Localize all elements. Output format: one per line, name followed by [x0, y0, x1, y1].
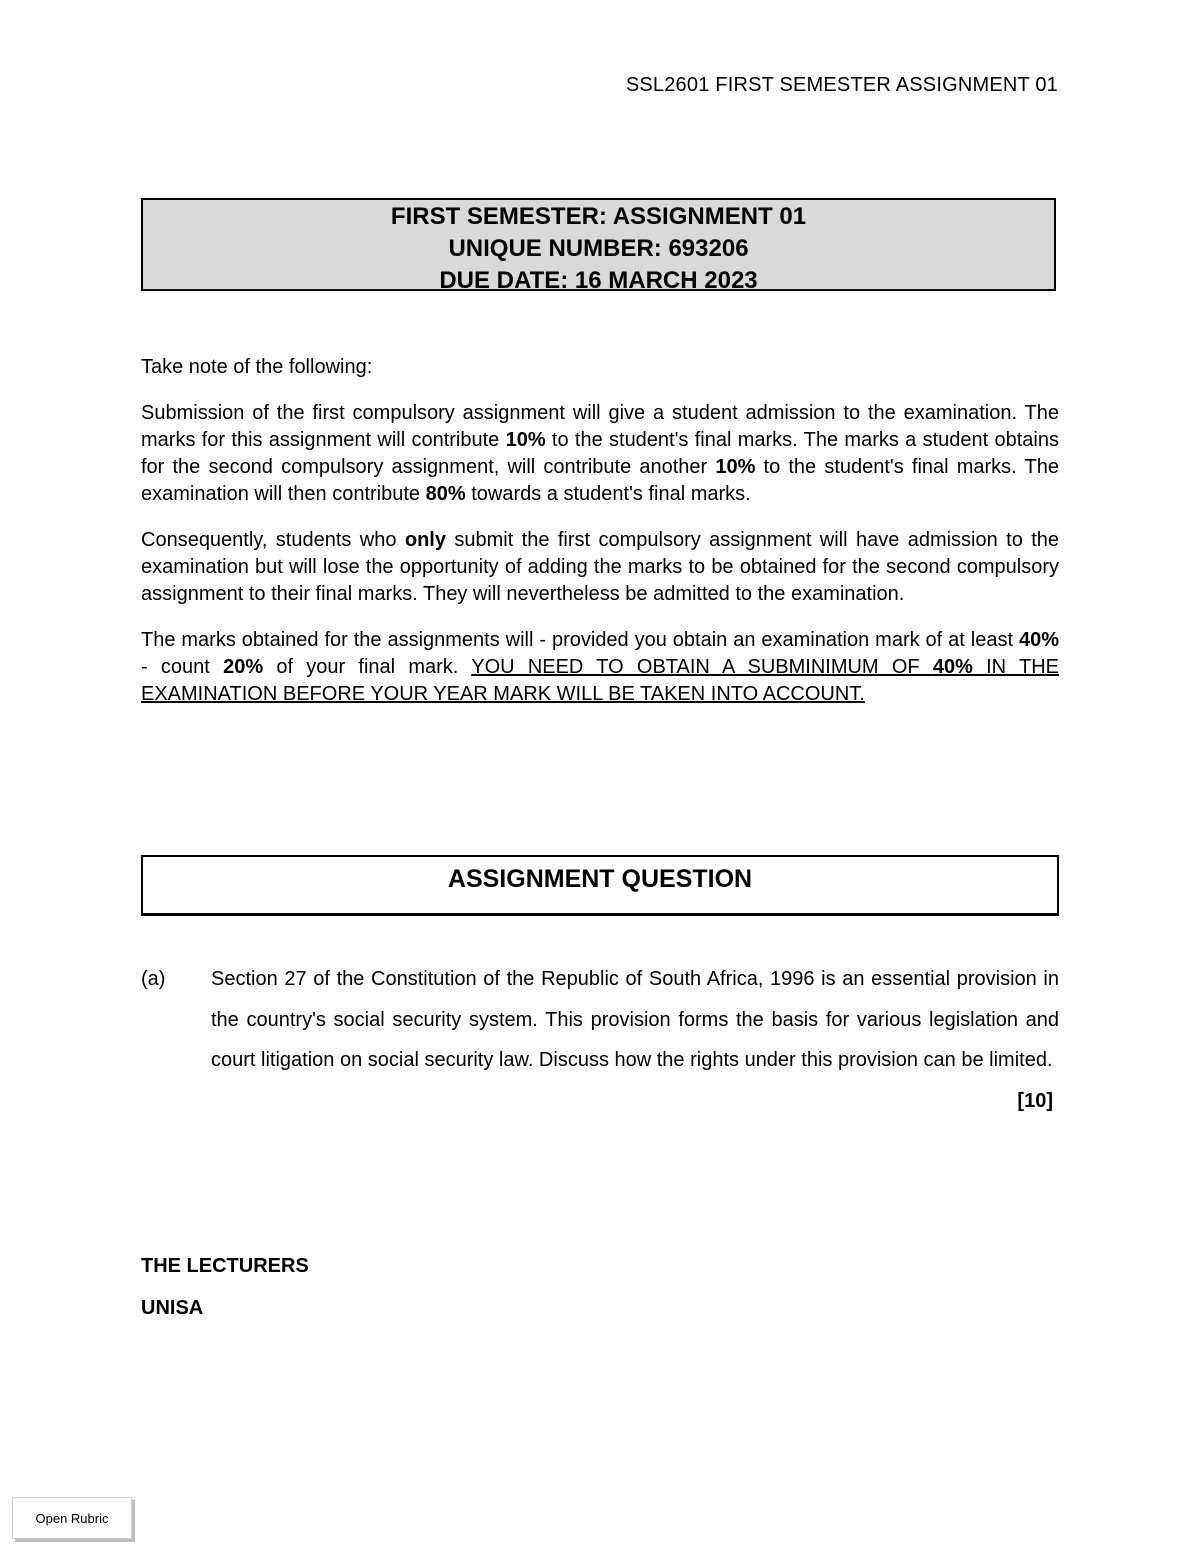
bold-percent: 40%: [932, 656, 973, 678]
bold-percent: 10%: [505, 429, 546, 451]
question-marks: [10]: [1017, 1089, 1053, 1112]
text-run: submit the first compulsory assignment will have admission to the examination but will lose the opportunity of adding the marks to be obtained for the second compulsory assignment to their final marks. They will nevertheless be admitted to the examination.: [141, 529, 1060, 605]
open-rubric-button[interactable]: Open Rubric: [12, 1497, 132, 1539]
question-label: (a): [141, 968, 166, 990]
assignment-title: FIRST SEMESTER: ASSIGNMENT 01: [390, 203, 807, 230]
signature-institution: UNISA: [141, 1297, 204, 1319]
text-run: of your final mark.: [263, 656, 472, 678]
text-run: YOU NEED TO OBTAIN A SUBMINIMUM OF: [471, 656, 933, 678]
unique-number: UNIQUE NUMBER: 693206: [448, 235, 749, 262]
running-header: SSL2601 FIRST SEMESTER ASSIGNMENT 01: [625, 74, 1058, 96]
text-run: to the student's final marks. The examination will then contribute: [141, 456, 1059, 505]
text-run: IN THE EXAMINATION BEFORE YOUR YEAR MARK WILL BE TAKEN INTO ACCOUNT.: [141, 656, 1060, 705]
bold-percent: 10%: [715, 456, 756, 478]
assignment-title-box: [141, 198, 1056, 294]
assignment-question-heading: ASSIGNMENT QUESTION: [141, 855, 1059, 916]
text-run: to the student's final marks. The marks a student obtains for the second compulsory assignment, will contribute another: [141, 429, 1059, 478]
signature-lecturers: THE LECTURERS: [141, 1255, 309, 1277]
bold-percent: 20%: [223, 656, 264, 678]
consequence-paragraph: [141, 527, 1059, 608]
note-heading: Take note of the following:: [141, 356, 373, 378]
bold-percent: 40%: [1018, 629, 1059, 651]
submission-paragraph: [141, 400, 1059, 508]
text-run: Submission of the first compulsory assignment will give a student admission to the examination. The marks for this assignment will contribute: [141, 402, 1059, 451]
text-run: The marks obtained for the assignments will - provided you obtain an examination mark of at least: [141, 629, 1019, 651]
text-run: - count: [141, 656, 224, 678]
text-run: towards a student's final marks.: [465, 483, 751, 505]
due-date: DUE DATE: 16 MARCH 2023: [439, 267, 758, 294]
bold-word: only: [404, 529, 446, 551]
question-item: [141, 959, 1059, 1121]
question-text: Section 27 of the Constitution of the Republic of South Africa, 1996 is an essential provision in the country's social security system. This provision forms the basis for various legislation and court litigation on social security law. Discuss how the rights under this provision can be limited.: [211, 968, 1059, 1071]
signature-block: [141, 1245, 309, 1329]
text-run: Consequently, students who: [141, 529, 405, 551]
instructions-section: [141, 354, 1059, 727]
bold-percent: 80%: [425, 483, 466, 505]
marks-paragraph: [141, 627, 1059, 708]
question-text-block: [211, 959, 1059, 1112]
